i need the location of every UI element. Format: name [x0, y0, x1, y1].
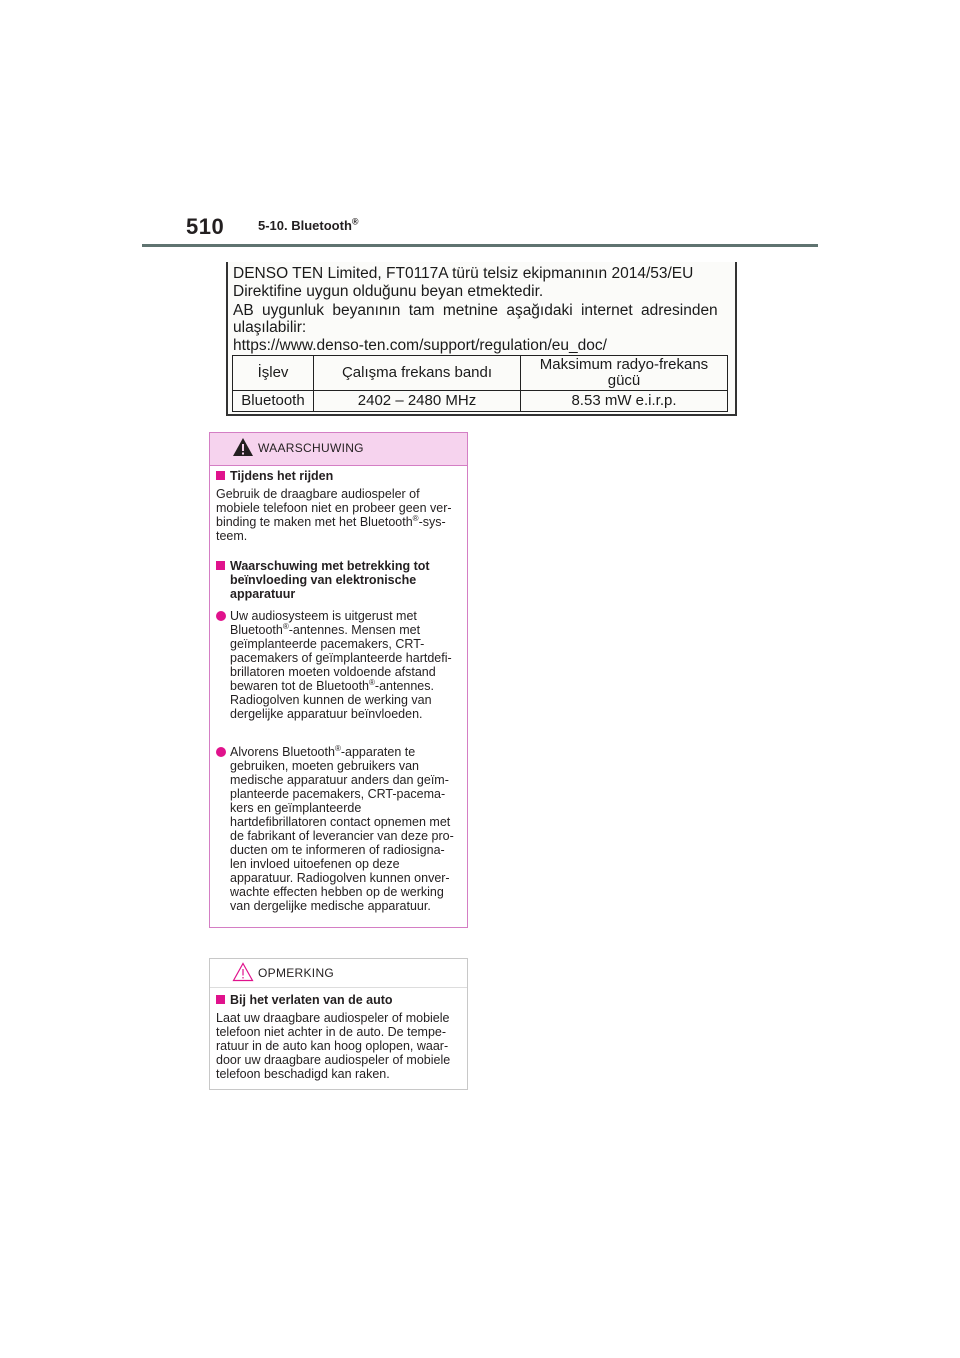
table-header-cell: Çalışma frekans bandı	[314, 356, 521, 391]
note-box	[209, 958, 468, 1090]
text-line: ducten om te informeren of radiosigna-	[230, 843, 445, 857]
declaration-line: DENSO TEN Limited, FT0117A türü telsiz ekipmanının 2014/53/EU	[233, 265, 694, 282]
warning-bullet	[216, 609, 463, 721]
text-line: Uw audiosysteem is uitgerust met	[230, 609, 417, 623]
text-span: -antennes. Mensen met	[288, 623, 421, 637]
section-title	[258, 218, 359, 233]
heading-text: Bij het verlaten van de auto	[230, 993, 393, 1007]
warning-title: WAARSCHUWING	[258, 441, 364, 455]
text-span: Alvorens Bluetooth	[230, 745, 335, 759]
registered-mark: ®	[351, 216, 359, 227]
text-line: de fabrikant of leverancier van deze pro-	[230, 829, 454, 843]
registered-mark: ®	[412, 513, 419, 523]
scanned-declaration	[226, 262, 737, 416]
table-header-text: Maksimum radyo-frekans	[539, 356, 709, 373]
text-span: Bluetooth	[230, 623, 283, 637]
heading-line: beïnvloeding van elektronische	[230, 573, 417, 587]
caution-triangle-icon	[232, 962, 254, 982]
bullet-text	[230, 609, 463, 721]
text-line: telefoon niet achter in de auto. De tempe-	[216, 1025, 447, 1039]
text-line: mobiele telefoon niet en probeer geen ver-	[216, 501, 452, 515]
warning-header	[210, 433, 467, 466]
text-line: geïmplanteerde pacemakers, CRT-	[230, 637, 425, 651]
page-number: 510	[186, 214, 225, 239]
text-line: teem.	[216, 529, 248, 543]
text-line: van dergelijke medische apparatuur.	[230, 899, 431, 913]
registered-mark: ®	[282, 621, 289, 631]
table-cell: 8.53 mW e.i.r.p.	[521, 391, 728, 412]
text-line: wachte effecten hebben op de werking	[230, 885, 444, 899]
square-bullet-icon	[216, 561, 225, 570]
declaration-line: Direktifine uygun olduğunu beyan etmektedir.	[233, 283, 544, 300]
note-header	[210, 959, 467, 988]
text-line: medische apparatuur anders dan geïm-	[230, 773, 449, 787]
header-rule	[142, 244, 818, 247]
note-heading	[216, 993, 463, 1007]
text-line: gebruiken, moeten gebruikers van	[230, 759, 420, 773]
text-line: telefoon beschadigd kan raken.	[216, 1067, 390, 1081]
text-span: binding te maken met het Bluetooth	[216, 515, 413, 529]
text-line: hartdefibrillatoren contact opnemen met	[230, 815, 451, 829]
text-span: -apparaten te	[340, 745, 416, 759]
square-bullet-icon	[216, 995, 225, 1004]
declaration-line: ulaşılabilir:	[233, 319, 307, 336]
warning-paragraph	[216, 487, 463, 543]
registered-mark: ®	[334, 743, 341, 753]
heading-line: apparatuur	[230, 587, 296, 601]
text-span: bewaren tot de Bluetooth	[230, 679, 369, 693]
registered-mark: ®	[369, 677, 375, 687]
round-bullet-icon	[216, 611, 226, 621]
text-line: apparatuur. Radiogolven kunnen onver-	[230, 871, 450, 885]
text-line: door uw draagbare audiospeler of mobiele	[216, 1053, 451, 1067]
table-cell: Bluetooth	[233, 391, 314, 412]
text-line: dergelijke apparatuur beïnvloeden.	[230, 707, 423, 721]
text-line	[216, 515, 463, 529]
text-line: planteerde pacemakers, CRT-pacema-	[230, 787, 446, 801]
text-line: pacemakers of geïmplanteerde hartdefi-	[230, 651, 452, 665]
round-bullet-icon	[216, 747, 226, 757]
text-line: brillatoren moeten voldoende afstand	[230, 665, 436, 679]
text-line: kers en geïmplanteerde	[230, 801, 362, 815]
text-span: -sys-	[418, 515, 446, 529]
text-line: Gebruik de draagbare audiospeler of	[216, 487, 420, 501]
table-header-cell	[521, 356, 728, 391]
warning-heading	[216, 469, 463, 483]
note-paragraph	[216, 1011, 463, 1081]
heading-text	[230, 559, 463, 601]
table-cell: 2402 – 2480 MHz	[314, 391, 521, 412]
warning-heading	[216, 559, 463, 601]
text-line: ratuur in de auto kan hoog oplopen, waar-	[216, 1039, 449, 1053]
square-bullet-icon	[216, 471, 225, 480]
warning-box	[209, 432, 468, 928]
declaration-url: https://www.denso-ten.com/support/regulation/eu_doc/	[233, 337, 607, 354]
table-header-cell: İşlev	[233, 356, 314, 391]
heading-text: Tijdens het rijden	[230, 469, 334, 483]
text-line: Radiogolven kunnen de werking van	[230, 693, 432, 707]
warning-triangle-icon	[232, 437, 254, 457]
text-line: len invloed uitoefenen op deze	[230, 857, 400, 871]
section-title-text: 5-10. Bluetooth	[258, 218, 352, 233]
table-header-row	[233, 356, 728, 391]
frequency-table	[232, 355, 728, 412]
bullet-text	[230, 745, 463, 913]
warning-bullet	[216, 745, 463, 913]
text-line: Laat uw draagbare audiospeler of mobiele	[216, 1011, 450, 1025]
table-header-text: gücü	[607, 372, 641, 389]
text-span: -antennes.	[374, 679, 434, 693]
note-title: OPMERKING	[258, 966, 335, 980]
declaration-line: AB uygunluk beyanının tam metnine aşağıdaki internet adresinden	[233, 302, 718, 319]
heading-line: Waarschuwing met betrekking tot	[230, 559, 430, 573]
table-row	[233, 391, 728, 412]
